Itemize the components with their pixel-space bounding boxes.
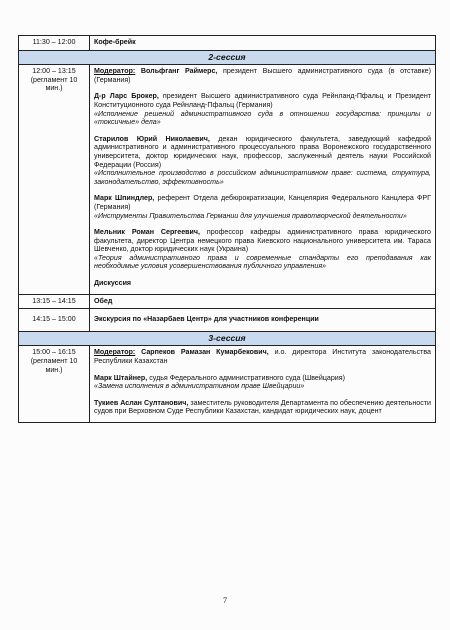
row-session-3-header bbox=[19, 331, 436, 346]
speaker-text: судья Федерального административного суда (Швейцария) bbox=[149, 373, 345, 382]
row-session-3 bbox=[19, 346, 436, 423]
speaker-entry bbox=[94, 399, 431, 416]
moderator-entry bbox=[94, 67, 431, 84]
speaker-entry bbox=[94, 374, 431, 391]
speaker-text: президент Высшего административного суда Рейнланд-Пфальц и Президент Конституционного суда Рейнланд-Пфальц (Германия) bbox=[94, 92, 431, 109]
speaker-topic: «Исполнительное производство в российском административном праве: система, структура, законодательство, эффективность» bbox=[94, 169, 431, 186]
speaker-text: профессор кафедры административного права юридического факультета, директор Центра немецкого права Киевского национального университета им. Тараса Шевченко, доктор юридических наук (Украина) bbox=[94, 228, 431, 254]
time-cell: 13:15 – 14:15 bbox=[19, 294, 90, 309]
speaker-topic: «Теория административного права и современные стандарты его преподавания как необходимые условия усовершенствования публичного управления» bbox=[94, 253, 431, 271]
event-title: Обед bbox=[90, 294, 436, 309]
moderator-text: и.о. директора Института законодательства Республики Казахстан bbox=[94, 348, 431, 366]
time-range: 15:00 – 16:15 bbox=[32, 348, 76, 357]
session-content bbox=[90, 65, 436, 294]
discussion-label: Дискуссия bbox=[94, 279, 132, 288]
moderator-label: Модератор: bbox=[94, 348, 136, 357]
event-title: Кофе-брейк bbox=[90, 36, 436, 51]
speaker-text: референт Отдела дебюрократизации, Канцелярия Федерального Канцлера ФРГ (Германия) bbox=[94, 194, 431, 211]
row-lunch bbox=[19, 294, 436, 309]
time-cell: 14:15 – 15:00 bbox=[19, 309, 90, 332]
time-cell bbox=[19, 65, 90, 294]
row-session-2-header bbox=[19, 50, 436, 65]
page-number: 7 bbox=[223, 596, 227, 605]
moderator-text: президент Высшего административного суда (в отставке) (Германия) bbox=[94, 67, 431, 84]
moderator-label: Модератор: bbox=[94, 67, 136, 76]
time-range: 12:00 – 13:15 bbox=[32, 67, 76, 76]
speaker-text: заместитель руководителя Департамента по обеспечению деятельности судов при Верховном Суде Республики Казахстан, кандидат юридических наук, доцент bbox=[94, 398, 431, 416]
event-title: Экскурсия по «Назарбаев Центр» для участников конференции bbox=[90, 309, 436, 332]
row-excursion bbox=[19, 309, 436, 332]
moderator-name: Вольфганг Раймерс, bbox=[140, 67, 218, 76]
speaker-entry bbox=[94, 135, 431, 187]
speaker-name: Марк Шпиндлер, bbox=[94, 194, 155, 203]
speaker-entry bbox=[94, 92, 431, 126]
row-session-2 bbox=[19, 65, 436, 294]
session-title: 3-сессия bbox=[19, 331, 436, 346]
speaker-entry bbox=[94, 228, 431, 271]
speaker-name: Марк Штайнер, bbox=[94, 373, 148, 382]
speaker-text: декан юридического факультета, заведующий кафедрой административного и административного процессуального права Воронежского государственного университета, доктор юридических наук, профессор, заслуженный деятель науки Российской Федерации (Россия) bbox=[94, 134, 431, 169]
time-cell: 11:30 – 12:00 bbox=[19, 36, 90, 51]
moderator-entry bbox=[94, 348, 431, 365]
speaker-topic: «Замена исполнения в административном праве Швейцарии» bbox=[94, 382, 305, 391]
speaker-name: Тукиев Аслан Султанович, bbox=[94, 398, 189, 407]
time-cell bbox=[19, 346, 90, 423]
speaker-entry bbox=[94, 194, 431, 220]
speaker-name: Старилов Юрий Николаевич, bbox=[94, 134, 210, 143]
moderator-name: Сарпеков Рамазан Кумарбекович, bbox=[141, 348, 269, 357]
speaker-name: Д-р Ларс Брокер, bbox=[94, 92, 159, 101]
speaker-topic: «Инструменты Правительства Германии для улучшения правотворческой деятельности» bbox=[94, 211, 407, 220]
program-table bbox=[18, 35, 436, 423]
session-title: 2-сессия bbox=[19, 50, 436, 65]
session-content bbox=[90, 346, 436, 423]
row-coffee-break bbox=[19, 36, 436, 51]
time-note: (регламент 10 мин.) bbox=[30, 357, 78, 374]
speaker-topic: «Исполнение решений административного суда в отношении государства: принципы и «токсичные» дела» bbox=[94, 109, 431, 127]
time-note: (регламент 10 мин.) bbox=[30, 75, 78, 93]
speaker-name: Мельник Роман Сергеевич, bbox=[94, 228, 200, 237]
